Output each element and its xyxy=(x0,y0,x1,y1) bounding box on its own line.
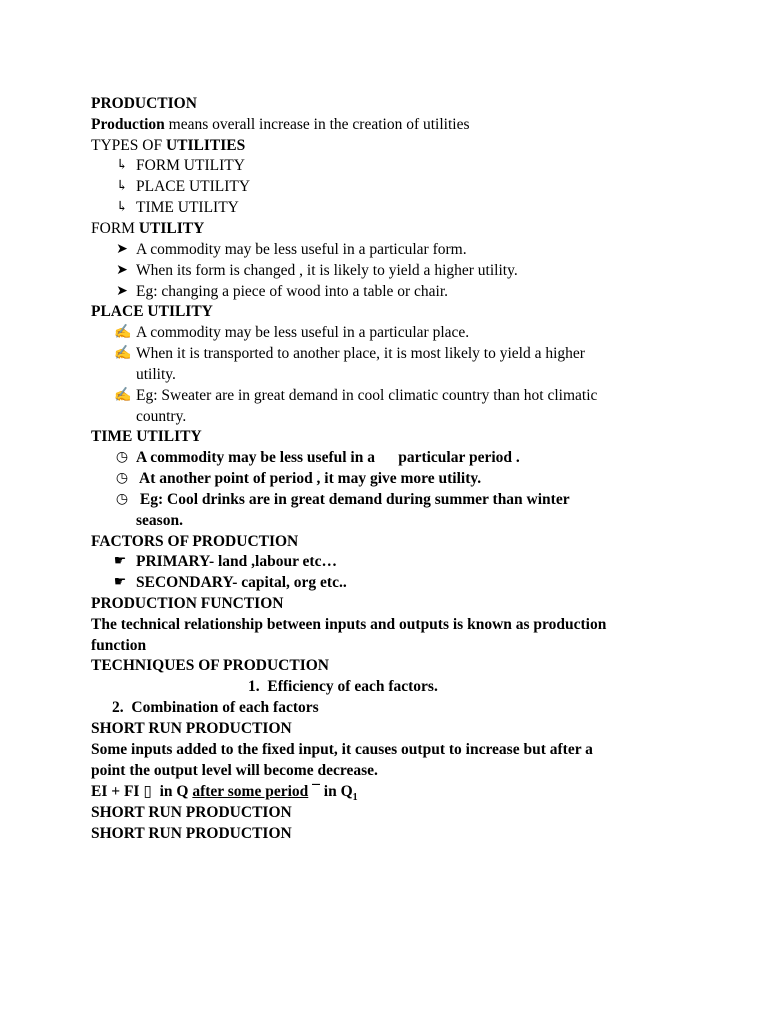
list-item: Eg: Sweater are in great demand in cool climatic country than hot climatic xyxy=(136,387,598,404)
formula-subscript: 1 xyxy=(352,792,358,804)
item-text: Combination of each factors xyxy=(131,699,319,716)
short-run-text: Some inputs added to the fixed input, it causes output to increase but after a xyxy=(91,741,593,758)
list-item: PLACE UTILITY xyxy=(136,178,251,195)
list-item: Eg: Cool drinks are in great demand during summer than winter xyxy=(136,491,570,508)
pointing-hand-icon: ☛ xyxy=(113,575,127,590)
item-text: Efficiency of each factors. xyxy=(267,678,438,695)
form-utility-heading xyxy=(91,219,204,239)
item-number: 1. xyxy=(248,678,260,695)
short-run-heading-repeat: SHORT RUN PRODUCTION xyxy=(91,825,292,842)
pointing-hand-icon: ☛ xyxy=(113,554,127,569)
list-item-continuation: country. xyxy=(136,408,187,425)
list-item: A commodity may be less useful in a particular form. xyxy=(136,241,467,258)
list-item: Eg: changing a piece of wood into a table or chair. xyxy=(136,283,449,300)
formula-part: ¯ in Q xyxy=(308,783,353,800)
list-item: When it is transported to another place, it is most likely to yield a higher xyxy=(136,345,585,362)
list-item xyxy=(136,552,337,572)
hand-arrow-icon: ↳ xyxy=(116,200,128,215)
numbered-item xyxy=(112,698,319,718)
production-definition-rest: means overall increase in the creation of utilities xyxy=(164,116,470,133)
short-run-heading: SHORT RUN PRODUCTION xyxy=(91,720,292,737)
formula-underlined: after some period xyxy=(192,783,309,800)
form-heading-bold: UTILITY xyxy=(138,220,205,237)
arrowhead-icon: ➤ xyxy=(116,242,128,257)
factor-name: PRIMARY xyxy=(136,553,209,570)
production-function-text-continuation: function xyxy=(91,637,147,654)
production-function-text: The technical relationship between inputs and outputs is known as production xyxy=(91,616,607,633)
list-item: At another point of period , it may give more utility. xyxy=(136,470,482,487)
factor-name: SECONDARY xyxy=(136,574,233,591)
factors-heading: FACTORS OF PRODUCTION xyxy=(91,533,299,550)
list-item: When its form is changed , it is likely to yield a higher utility. xyxy=(136,262,518,279)
short-run-formula xyxy=(91,782,358,802)
factor-detail: - land ,labour etc… xyxy=(208,553,337,570)
list-item: A commodity may be less useful in a particular period . xyxy=(136,449,520,466)
hand-arrow-icon: ↳ xyxy=(116,179,128,194)
production-definition-lead: Production xyxy=(91,116,165,133)
place-utility-heading: PLACE UTILITY xyxy=(91,303,213,320)
types-heading-bold: UTILITIES xyxy=(165,137,246,154)
list-item: FORM UTILITY xyxy=(136,157,245,174)
item-number: 2. xyxy=(112,699,124,716)
arrowhead-icon: ➤ xyxy=(116,263,128,278)
formula-part: EI + FI ▯ in Q xyxy=(91,783,193,800)
writing-hand-icon: ✍ xyxy=(114,388,132,403)
types-heading xyxy=(91,136,245,156)
production-definition xyxy=(91,115,470,135)
clock-icon: ◷ xyxy=(115,471,129,486)
hand-arrow-icon: ↳ xyxy=(116,158,128,173)
arrowhead-icon: ➤ xyxy=(116,284,128,299)
clock-icon: ◷ xyxy=(115,492,129,507)
list-item: TIME UTILITY xyxy=(136,199,239,216)
writing-hand-icon: ✍ xyxy=(114,346,132,361)
time-utility-heading: TIME UTILITY xyxy=(91,428,202,445)
short-run-heading-repeat: SHORT RUN PRODUCTION xyxy=(91,804,292,821)
list-item: A commodity may be less useful in a particular place. xyxy=(136,324,470,341)
types-heading-lead: TYPES OF xyxy=(91,137,166,154)
techniques-heading: TECHNIQUES OF PRODUCTION xyxy=(91,657,329,674)
numbered-item xyxy=(248,677,438,697)
factor-detail: - capital, org etc.. xyxy=(232,574,347,591)
list-item-continuation: utility. xyxy=(136,366,176,383)
list-item-continuation: season. xyxy=(136,512,183,529)
production-heading: PRODUCTION xyxy=(91,95,197,112)
writing-hand-icon: ✍ xyxy=(114,325,132,340)
production-function-heading: PRODUCTION FUNCTION xyxy=(91,595,284,612)
list-item xyxy=(136,573,347,593)
short-run-text-continuation: point the output level will become decrease. xyxy=(91,762,378,779)
clock-icon: ◷ xyxy=(115,450,129,465)
form-heading-lead: FORM xyxy=(91,220,139,237)
